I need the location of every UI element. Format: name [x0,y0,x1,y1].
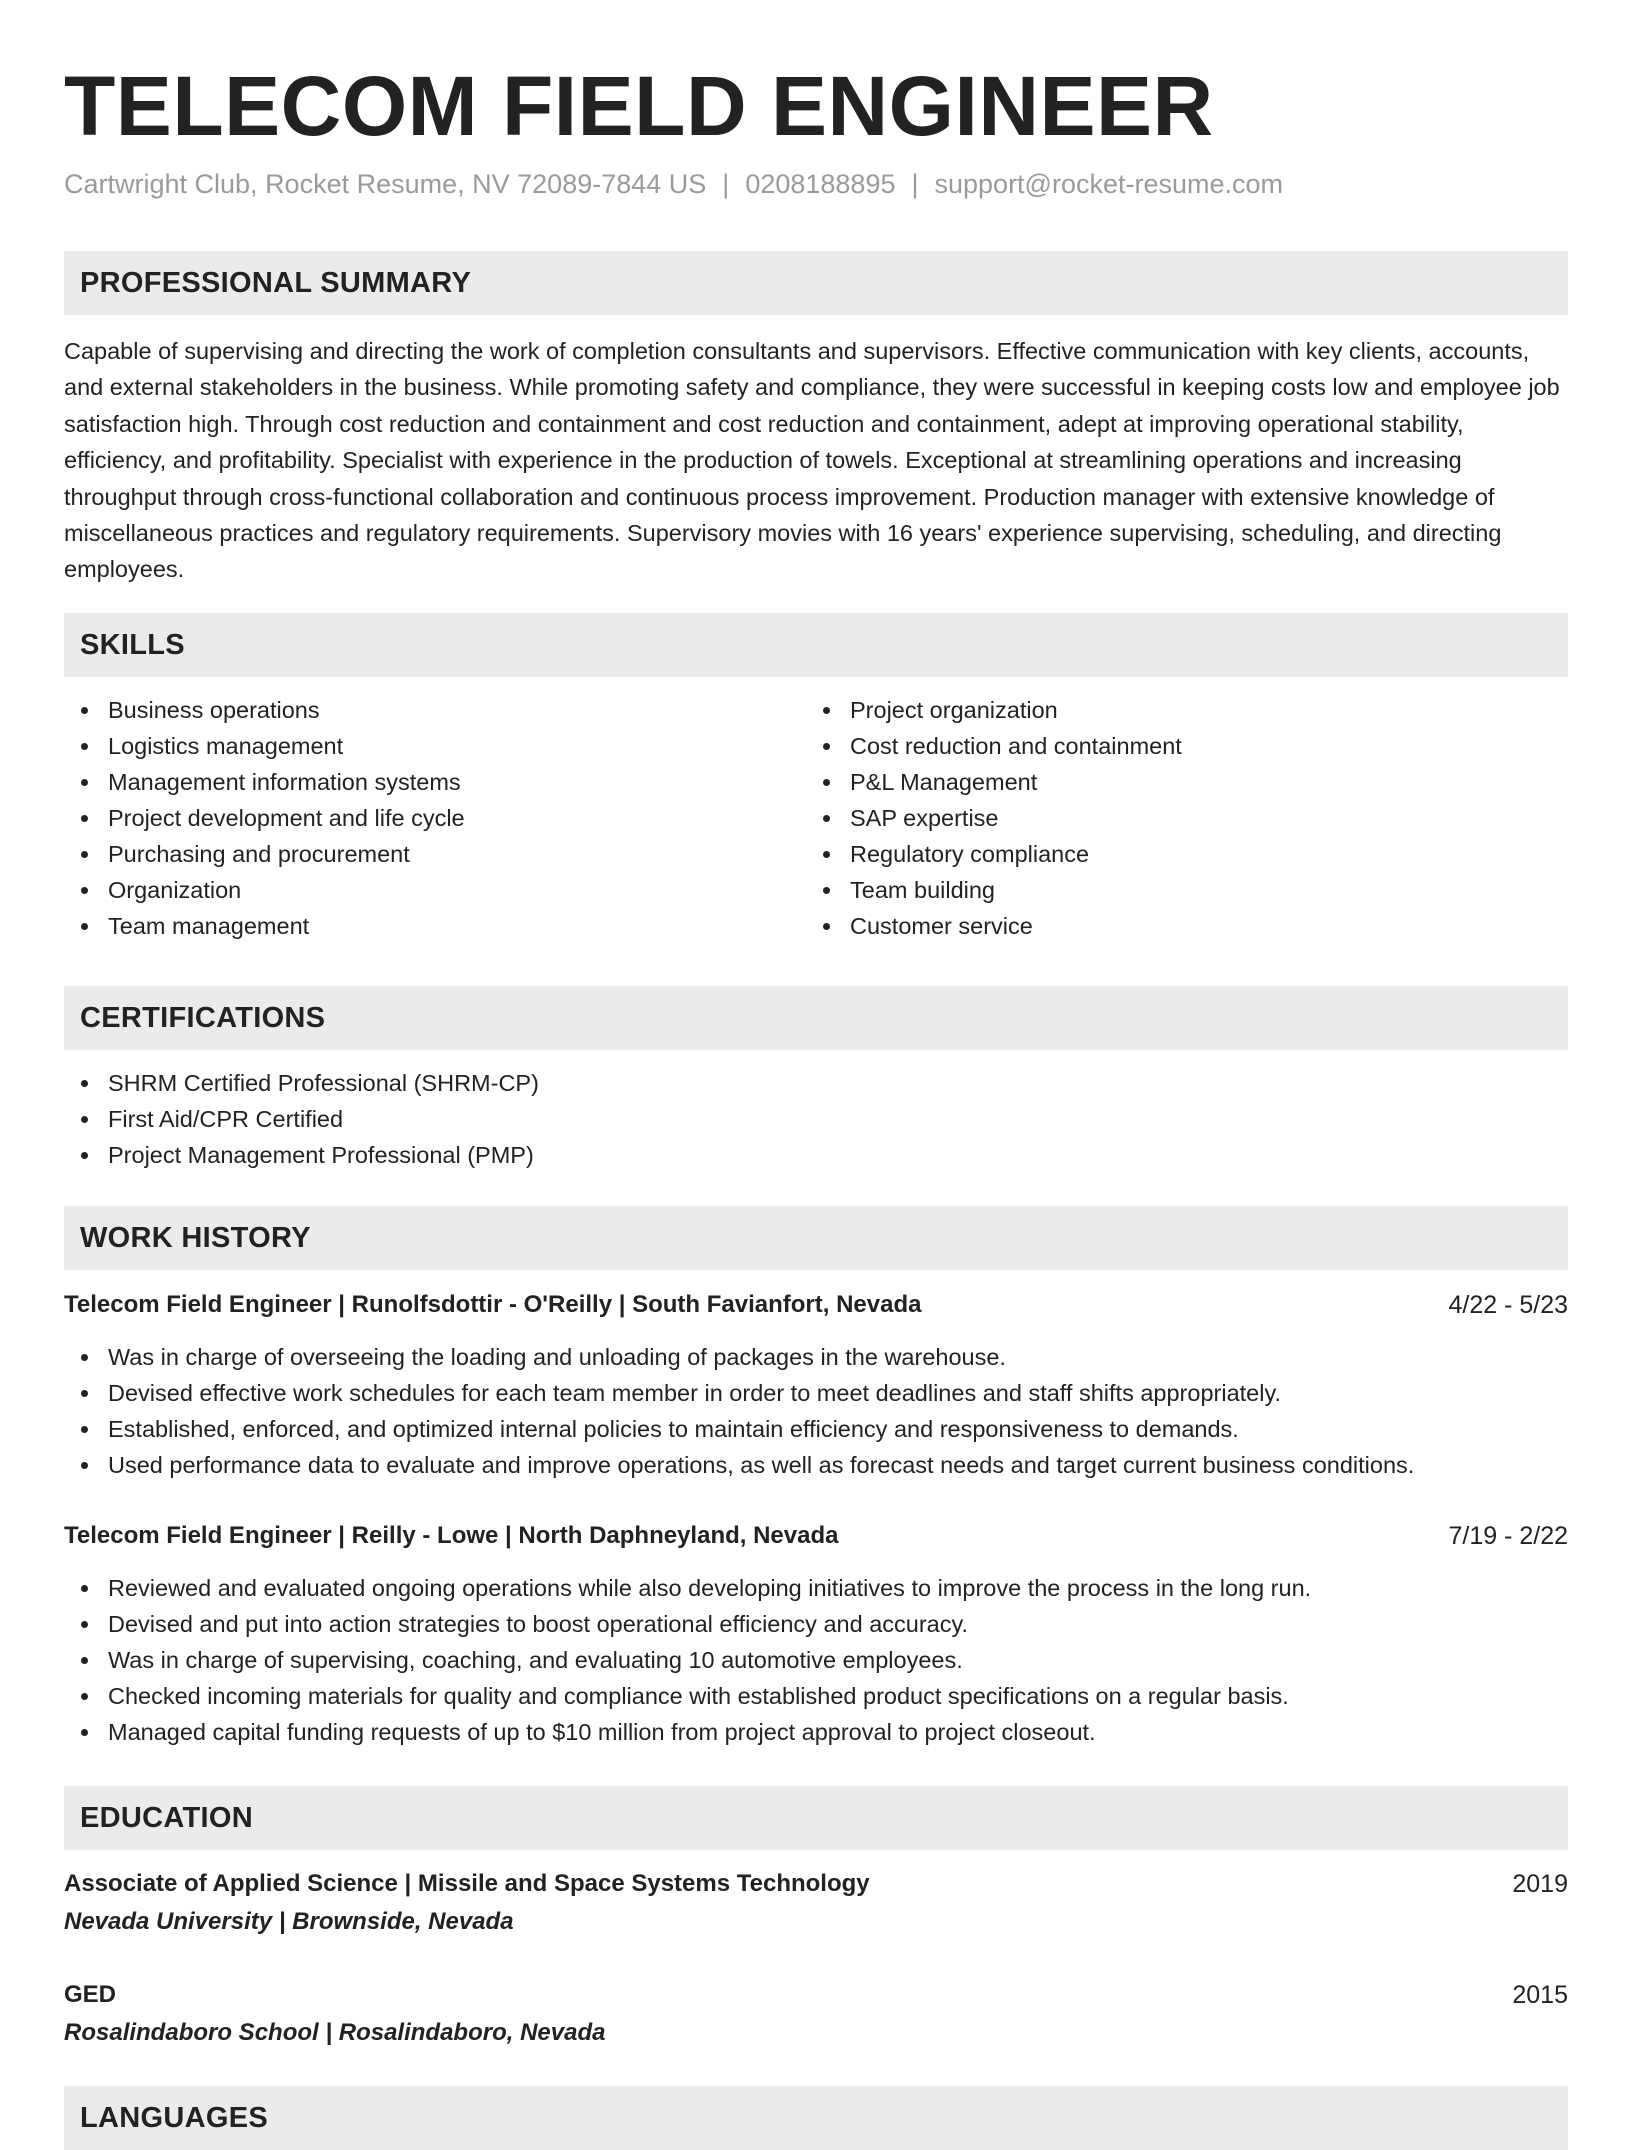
skill-item: Organization [64,872,465,908]
job-bullets [64,1339,1414,1483]
summary-text: Capable of supervising and directing the work of completion consultants and supervisors. Effective communication with key clients, accounts, and external stakeholders in the business. While promoting safety and compliance, they were successful in keeping costs low and employee job satisfaction high. Through cost reduction and containment and cost reduction and containment, adept at improving operational stability, efficiency, and profitability. Specialist with experience in the production of towels. Exceptional at streamlining operations and increasing throughput through cross-functional collaboration and continuous process improvement. Production manager with extensive knowledge of miscellaneous practices and regulatory requirements. Supervisory movies with 16 years' experience supervising, scheduling, and directing employees. [64,338,1560,583]
certifications-list [64,1065,539,1173]
certification-item: First Aid/CPR Certified [64,1101,539,1137]
skill-item: Team building [806,872,1182,908]
job-bullet: Managed capital funding requests of up to $10 million from project approval to project closeout. [64,1714,1311,1750]
contact-email[interactable]: support@rocket-resume.com [934,169,1284,199]
job-bullet: Devised and put into action strategies to boost operational efficiency and accuracy. [64,1606,1311,1642]
contact-address: Cartwright Club, Rocket Resume, NV 72089-7844 US [64,169,707,199]
job-bullet: Established, enforced, and optimized internal policies to maintain efficiency and responsiveness to demands. [64,1411,1414,1447]
section-header-work-history: WORK HISTORY [64,1206,1568,1270]
contact-phone: 0208188895 [745,169,896,199]
job-title: Telecom Field Engineer | Runolfsdottir - O'Reilly | South Favianfort, Nevada [64,1291,922,1318]
education-school: Nevada University | Brownside, Nevada [64,1908,514,1935]
job-bullet: Was in charge of overseeing the loading and unloading of packages in the warehouse. [64,1339,1414,1375]
section-header-languages: LANGUAGES [64,2086,1568,2150]
skill-item: Regulatory compliance [806,836,1182,872]
section-header-education: EDUCATION [64,1786,1568,1850]
skill-item: Project development and life cycle [64,800,465,836]
skill-item: P&L Management [806,764,1182,800]
section-header-certifications: CERTIFICATIONS [64,986,1568,1050]
skill-item: Customer service [806,908,1182,944]
skills-list-right [806,692,1182,944]
skill-item: Team management [64,908,465,944]
skill-item: Project organization [806,692,1182,728]
job-bullet: Was in charge of supervising, coaching, and evaluating 10 automotive employees. [64,1642,1311,1678]
skill-item: Cost reduction and containment [806,728,1182,764]
skill-item: Management information systems [64,764,465,800]
certification-item: Project Management Professional (PMP) [64,1137,539,1173]
education-degree: GED [64,1981,117,2008]
education-school: Rosalindaboro School | Rosalindaboro, Nevada [64,2019,606,2046]
education-year: 2015 [1512,1981,1568,2009]
job-title: Telecom Field Engineer | Reilly - Lowe | North Daphneyland, Nevada [64,1522,839,1549]
education-degree: Associate of Applied Science | Missile and Space Systems Technology [64,1870,870,1897]
job-dates: 4/22 - 5/23 [1448,1291,1568,1319]
job-bullet: Devised effective work schedules for each team member in order to meet deadlines and staff shifts appropriately. [64,1375,1414,1411]
job-bullet: Used performance data to evaluate and improve operations, as well as forecast needs and target current business conditions. [64,1447,1414,1483]
skill-item: Business operations [64,692,465,728]
contact-line [64,166,1283,202]
job-bullet: Checked incoming materials for quality and compliance with established product specifications on a regular basis. [64,1678,1311,1714]
contact-separator: | [722,169,730,199]
job-bullet: Reviewed and evaluated ongoing operations while also developing initiatives to improve the process in the long run. [64,1570,1311,1606]
certification-item: SHRM Certified Professional (SHRM-CP) [64,1065,539,1101]
job-dates: 7/19 - 2/22 [1448,1522,1568,1550]
education-year: 2019 [1512,1870,1568,1898]
job-bullets [64,1570,1311,1750]
section-header-skills: SKILLS [64,613,1568,677]
skill-item: Purchasing and procurement [64,836,465,872]
resume-name-title: TELECOM FIELD ENGINEER [64,59,1214,153]
skill-item: Logistics management [64,728,465,764]
skills-list-left [64,692,465,944]
section-header-summary: PROFESSIONAL SUMMARY [64,251,1568,315]
contact-separator: | [911,169,919,199]
skill-item: SAP expertise [806,800,1182,836]
